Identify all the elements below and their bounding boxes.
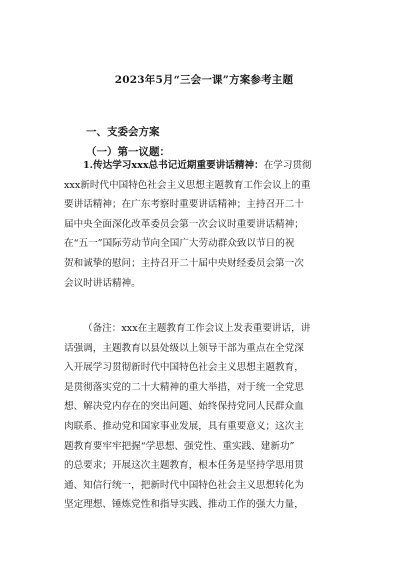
item1-lead: 1.传达学习xxx总书记近期重要讲话精神： xyxy=(83,160,264,171)
item1-paragraph xyxy=(64,156,354,293)
note-line-5: 肉联系、推动党和国家事业发展，具有重要意义；这次主 xyxy=(64,420,304,432)
item1-line-5: 贺和诚挚的慰问；主持召开二十届中央财经委员会第一次 xyxy=(64,257,304,269)
paragraph-line xyxy=(64,156,354,176)
item1-line-4: 在“五一”国际劳动节向全国广大劳动群众致以节日的祝 xyxy=(64,238,295,250)
item1-line-1: xxx新时代中国特色社会主义思想主题教育工作会议上的重 xyxy=(64,179,311,191)
note-paragraph xyxy=(64,319,354,515)
note-line-0: （备注：xxx在主题教育工作会议上发表重要讲话，讲 xyxy=(83,323,311,334)
section-heading: 一、支委会方案 xyxy=(86,126,160,138)
note-line-1: 话强调，主题教育以县处级以上领导干部为重点在全党深 xyxy=(64,342,304,354)
note-line-9: 坚定理想、锤炼党性和指导实践、推动工作的强大力量， xyxy=(64,499,304,511)
note-line-4: 想、解决党内存在的突出问题、始终保持党同人民群众血 xyxy=(64,401,304,413)
item1-line-2: 要讲话精神；在广东考察时重要讲话精神；主持召开二十 xyxy=(64,199,304,211)
item1-line-6: 会议时讲话精神。 xyxy=(64,277,141,289)
note-line-7: 的总要求；开展这次主题教育，根本任务是坚持学思用贯 xyxy=(64,460,304,472)
item1-line-0: 在学习贯彻 xyxy=(263,160,312,171)
document-title: 2023年5月“三会一课”方案参考主题 xyxy=(114,74,294,86)
note-line-2: 入开展学习贯彻新时代中国特色社会主义思想主题教育， xyxy=(64,362,304,374)
note-line-3: 是贯彻落实党的二十大精神的重大举措，对于统一全党思 xyxy=(64,381,304,393)
note-line-6: 题教育要牢牢把握“学思想、强党性、重实践、建新功” xyxy=(64,440,295,452)
note-line-8: 通、知信行统一，把新时代中国特色社会主义思想转化为 xyxy=(64,479,304,491)
item1-line-3: 届中央全面深化改革委员会第一次会议时重要讲话精神； xyxy=(64,218,304,230)
subsection-heading: （一）第一议题： xyxy=(86,146,170,158)
